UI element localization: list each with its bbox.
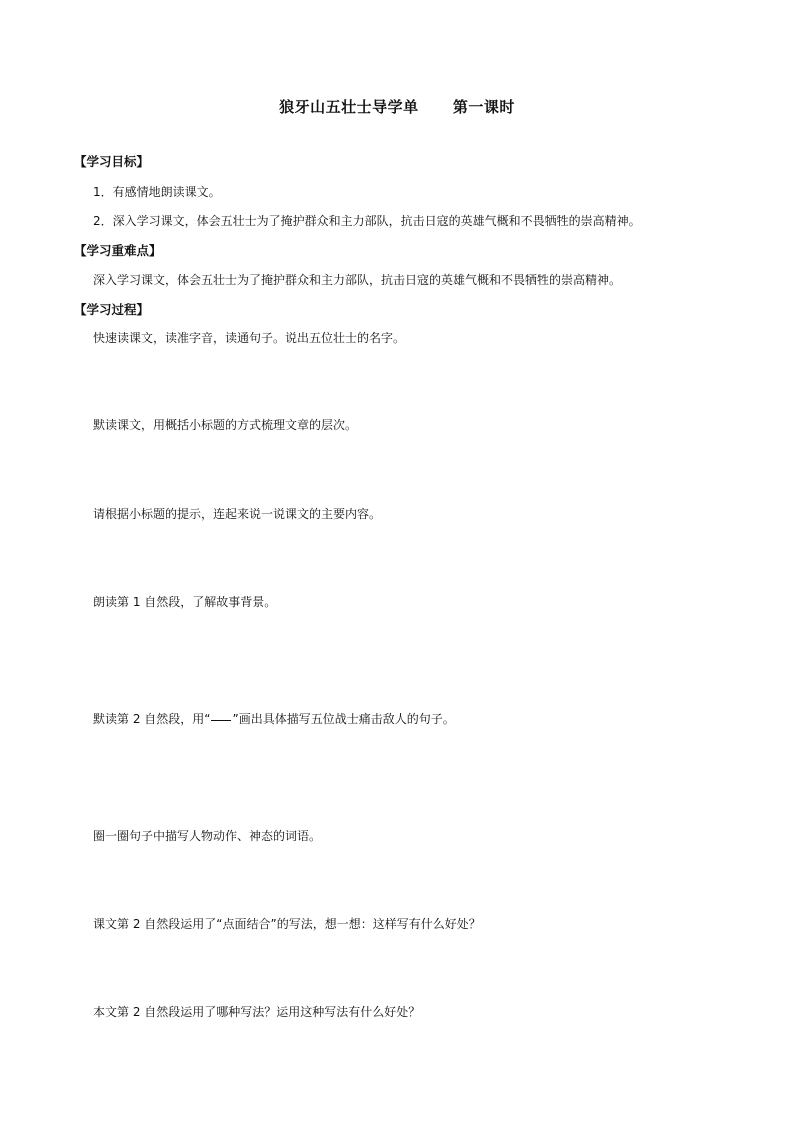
key-points-text: 深入学习课文，体会五壮士为了掩护群众和主力部队，抗击日寇的英雄气概和不畏牺牲的崇高精神。	[93, 273, 622, 287]
task-circle-words: 圈一圈句子中描写人物动作、神态的词语。	[93, 829, 322, 843]
page-title: 狼牙山五壮士导学单 第一课时	[279, 98, 515, 116]
underline-mark	[211, 720, 231, 721]
task-main-content: 请根据小标题的提示，连起来说一说课文的主要内容。	[93, 507, 382, 521]
task-paragraph-1: 朗读第 1 自然段，了解故事背景。	[93, 595, 277, 609]
task-paragraph-2-underline	[93, 710, 455, 727]
heading-key-points: 【学习重难点】	[74, 243, 162, 258]
heading-learning-goals: 【学习目标】	[74, 154, 150, 169]
task-subtitles: 默读课文，用概括小标题的方式梳理文章的层次。	[93, 418, 358, 432]
task-text-before: 默读第 2 自然段，用“	[93, 712, 211, 726]
task-read-quickly: 快速读课文，读准字音，读通句子。说出五位壮士的名字。	[93, 331, 406, 345]
goal-item-2: 2．深入学习课文，体会五壮士为了掩护群众和主力部队，抗击日寇的英雄气概和不畏牺牲的崇高精神。	[93, 214, 641, 228]
task-point-surface: 课文第 2 自然段运用了“点面结合”的写法，想一想：这样写有什么好处？	[93, 917, 481, 931]
goal-item-1: 1．有感情地朗读课文。	[93, 185, 221, 199]
heading-learning-process: 【学习过程】	[74, 302, 150, 317]
task-writing-method: 本文第 2 自然段运用了哪种写法？运用这种写法有什么好处？	[93, 1005, 421, 1019]
task-text-after: ”画出具体描写五位战士痛击敌人的句子。	[232, 712, 455, 726]
